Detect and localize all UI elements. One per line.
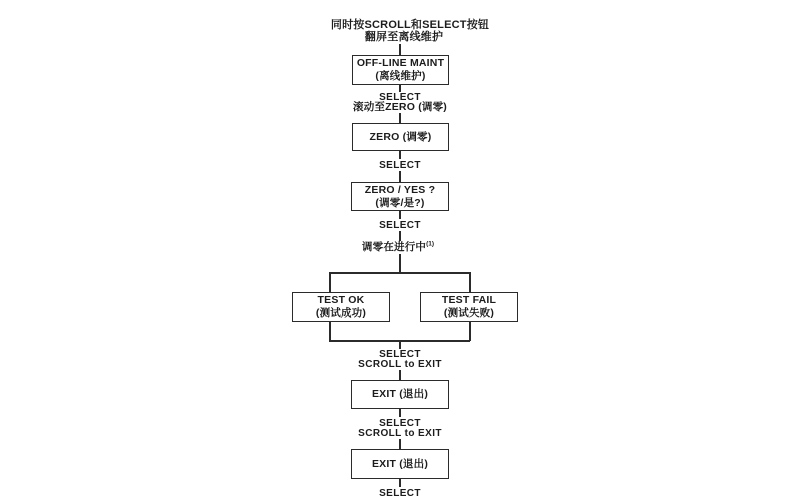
- node-exit-1: [351, 380, 449, 409]
- connector-line: [329, 272, 331, 293]
- select-label: SELECT: [379, 488, 421, 499]
- instruction-line-1: 同时按SCROLL和SELECT按钮: [330, 19, 490, 31]
- zero-in-progress-text: 调零在进行中: [361, 241, 427, 253]
- node-zero-label: ZERO (调零): [369, 130, 432, 143]
- scroll-to-exit-label: SCROLL to EXIT: [358, 428, 442, 439]
- node-offline-maint-en: OFF-LINE MAINT: [356, 57, 445, 69]
- branch-line-top: [329, 272, 470, 274]
- connector-line: [399, 409, 401, 417]
- zero-in-progress-label: [362, 242, 434, 253]
- scroll-to-exit-label: SCROLL to EXIT: [358, 359, 442, 370]
- connector-line: [399, 370, 401, 380]
- node-test-ok-en: TEST OK: [317, 294, 365, 306]
- connector-line: [399, 171, 401, 182]
- connector-line: [399, 231, 401, 241]
- instruction-line-2: 翻屏至离线维护: [364, 31, 444, 43]
- node-zero-yes-zh: (调零/是?): [375, 196, 425, 209]
- connector-line: [399, 151, 401, 159]
- connector-line: [399, 44, 401, 55]
- footnote-ref: (1): [426, 240, 435, 248]
- node-zero-yes-en: ZERO / YES ?: [364, 183, 436, 196]
- node-test-ok-zh: (测试成功): [315, 307, 367, 319]
- connector-line: [399, 479, 401, 487]
- connector-line: [399, 211, 401, 219]
- connector-line: [399, 341, 401, 349]
- node-zero-yes: [351, 182, 449, 211]
- select-label: SELECT: [379, 220, 421, 231]
- select-label: SELECT: [379, 418, 421, 429]
- node-exit-2: [351, 449, 449, 479]
- node-exit-1-label: EXIT (退出): [371, 388, 429, 400]
- connector-line: [399, 439, 401, 449]
- node-zero: [352, 123, 449, 151]
- select-label: SELECT: [379, 160, 421, 171]
- node-exit-2-label: EXIT (退出): [371, 457, 429, 470]
- connector-line: [329, 322, 331, 341]
- node-test-fail: [420, 292, 518, 322]
- connector-line: [469, 322, 471, 341]
- scroll-to-zero-label: 滚动至ZERO (调零): [353, 101, 447, 113]
- node-offline-maint-zh: (离线维护): [375, 70, 426, 82]
- node-test-fail-zh: (测试失败): [443, 307, 495, 319]
- node-offline-maint: [352, 55, 449, 85]
- node-test-ok: [292, 292, 390, 322]
- connector-line: [469, 272, 471, 293]
- connector-line: [399, 113, 401, 123]
- select-label: SELECT: [379, 349, 421, 360]
- connector-line: [399, 254, 401, 273]
- select-label: SELECT: [379, 92, 421, 103]
- node-test-fail-en: TEST FAIL: [441, 294, 497, 306]
- connector-line: [399, 85, 401, 92]
